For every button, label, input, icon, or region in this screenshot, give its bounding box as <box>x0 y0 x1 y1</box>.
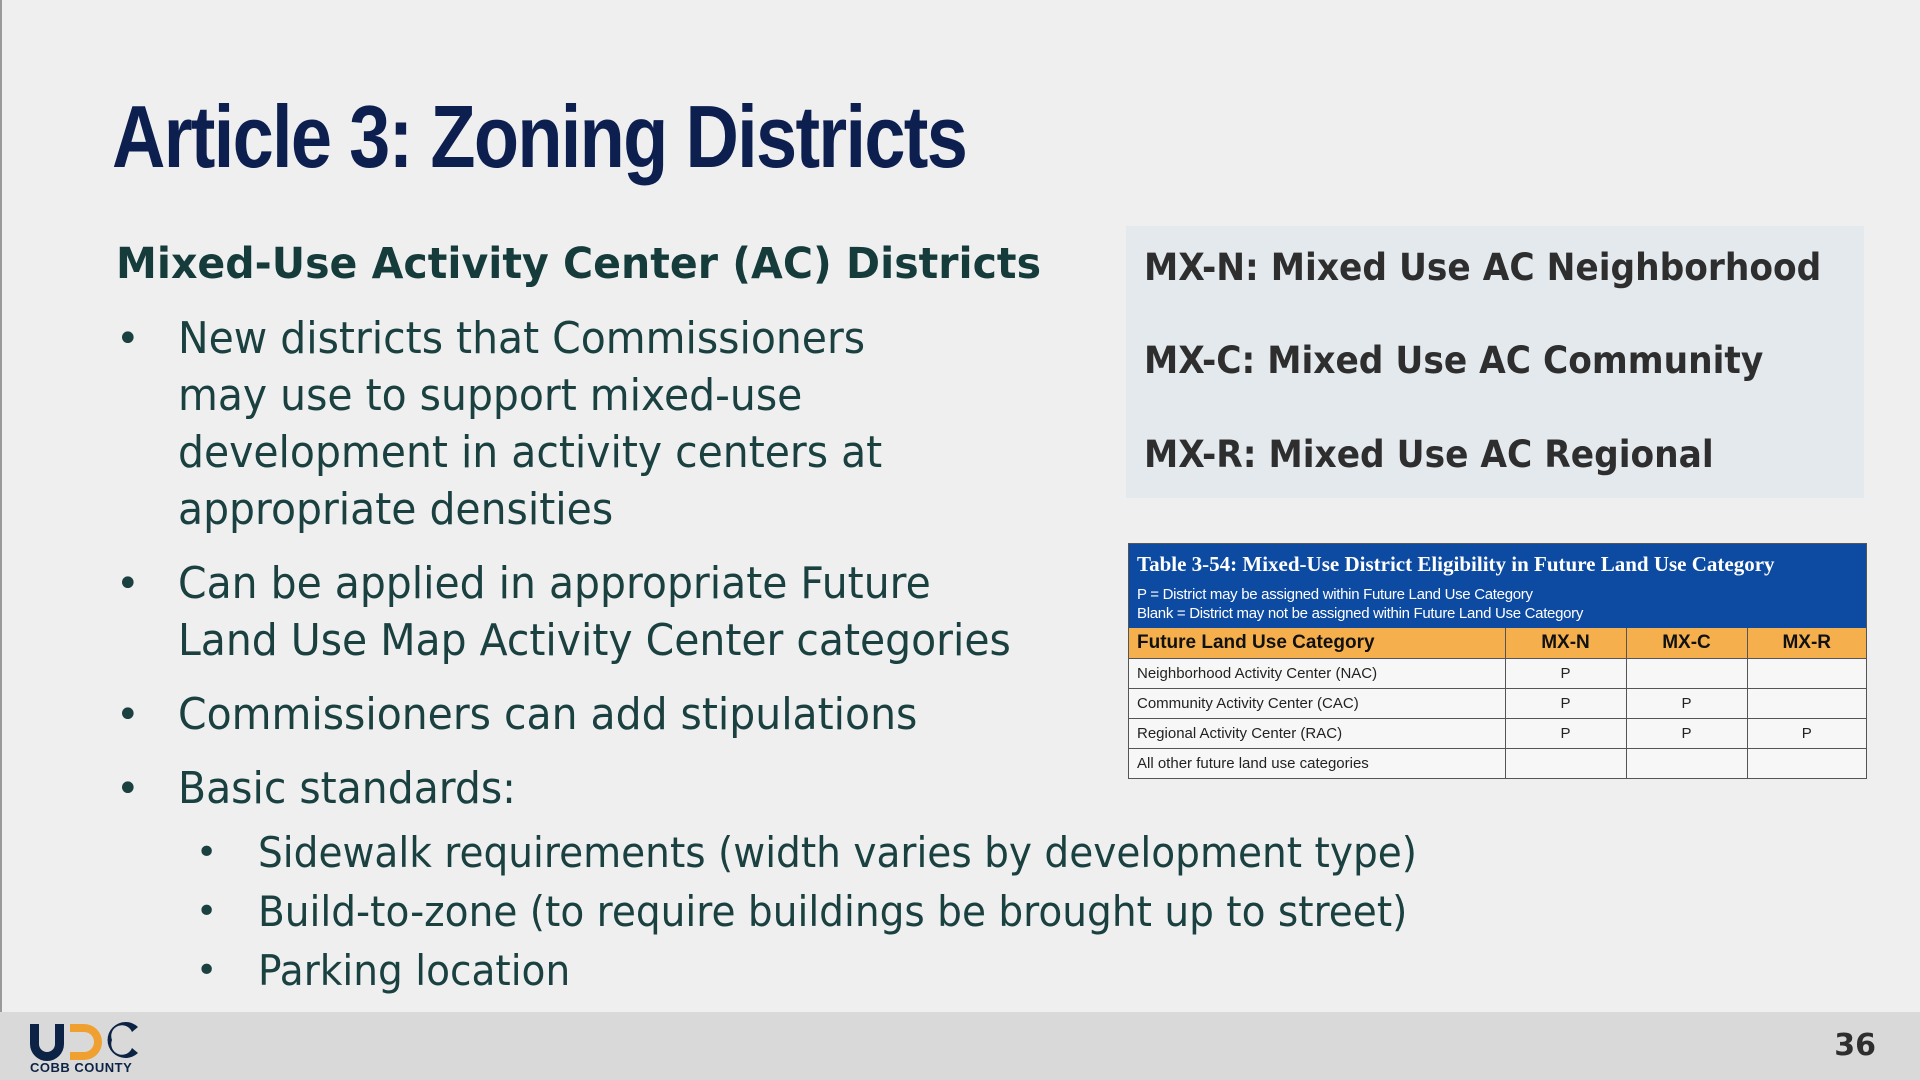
bullet-text: Land Use Map Activity Center categories <box>178 615 1011 666</box>
table-cell: All other future land use categories <box>1129 749 1505 779</box>
column-header: MX-R <box>1747 628 1866 659</box>
table-cell <box>1747 749 1866 779</box>
table-cell: P <box>1505 719 1626 749</box>
slide-left-border <box>0 0 2 1012</box>
table-title: Table 3-54: Mixed-Use District Eligibility in Future Land Use Category <box>1137 552 1775 576</box>
table-cell <box>1626 659 1747 689</box>
slide-title: Article 3: Zoning Districts <box>112 87 967 186</box>
table-cell: P <box>1505 659 1626 689</box>
bullet-text: Commissioners can add stipulations <box>178 689 918 740</box>
logo-caption: COBB COUNTY <box>30 1060 133 1075</box>
table-header-row <box>1129 628 1866 659</box>
table-cell: Regional Activity Center (RAC) <box>1129 719 1505 749</box>
section-heading: Mixed-Use Activity Center (AC) Districts <box>116 239 1042 289</box>
table-cell: P <box>1505 689 1626 719</box>
sub-bullet-text: Parking location <box>258 946 571 995</box>
bullet-dot: • <box>196 891 218 932</box>
bullet-text: appropriate densities <box>178 484 614 535</box>
table-cell <box>1747 689 1866 719</box>
district-mx-r: MX-R: Mixed Use AC Regional <box>1144 433 1714 476</box>
bullet-dot: • <box>196 832 218 873</box>
table-row <box>1129 749 1866 779</box>
sub-bullet-text: Sidewalk requirements (width varies by development type) <box>258 828 1418 877</box>
eligibility-table <box>1128 543 1867 779</box>
bullet-dot: • <box>116 316 140 362</box>
slide-footer <box>0 1012 1920 1080</box>
table-row <box>1129 689 1866 719</box>
eligibility-grid <box>1129 628 1866 778</box>
column-header: MX-C <box>1626 628 1747 659</box>
district-mx-n: MX-N: Mixed Use AC Neighborhood <box>1144 246 1822 289</box>
table-cell: P <box>1747 719 1866 749</box>
table-cell <box>1626 749 1747 779</box>
bullet-dot: • <box>116 766 140 812</box>
bullet-dot: • <box>116 692 140 738</box>
table-cell <box>1505 749 1626 779</box>
table-cell: P <box>1626 689 1747 719</box>
bullet-text: New districts that Commissioners <box>178 313 866 364</box>
table-cell: Community Activity Center (CAC) <box>1129 689 1505 719</box>
table-row <box>1129 719 1866 749</box>
table-note: Blank = District may not be assigned within Future Land Use Category <box>1137 605 1584 622</box>
bullet-text: development in activity centers at <box>178 427 883 478</box>
bullet-dot: • <box>116 561 140 607</box>
page-number: 36 <box>1834 1028 1876 1063</box>
district-mx-c: MX-C: Mixed Use AC Community <box>1144 339 1764 382</box>
sub-bullet-text: Build-to-zone (to require buildings be brought up to street) <box>258 887 1408 936</box>
bullet-text: may use to support mixed-use <box>178 370 803 421</box>
table-cell <box>1747 659 1866 689</box>
table-cell: P <box>1626 719 1747 749</box>
table-row <box>1129 659 1866 689</box>
district-list-panel <box>1126 226 1864 498</box>
column-header: Future Land Use Category <box>1129 628 1505 659</box>
table-note: P = District may be assigned within Future Land Use Category <box>1137 586 1533 603</box>
bullet-dot: • <box>196 950 218 991</box>
bullet-text: Can be applied in appropriate Future <box>178 558 931 609</box>
bullet-text: Basic standards: <box>178 763 516 814</box>
table-cell: Neighborhood Activity Center (NAC) <box>1129 659 1505 689</box>
column-header: MX-N <box>1505 628 1626 659</box>
table-header-banner <box>1129 544 1866 628</box>
